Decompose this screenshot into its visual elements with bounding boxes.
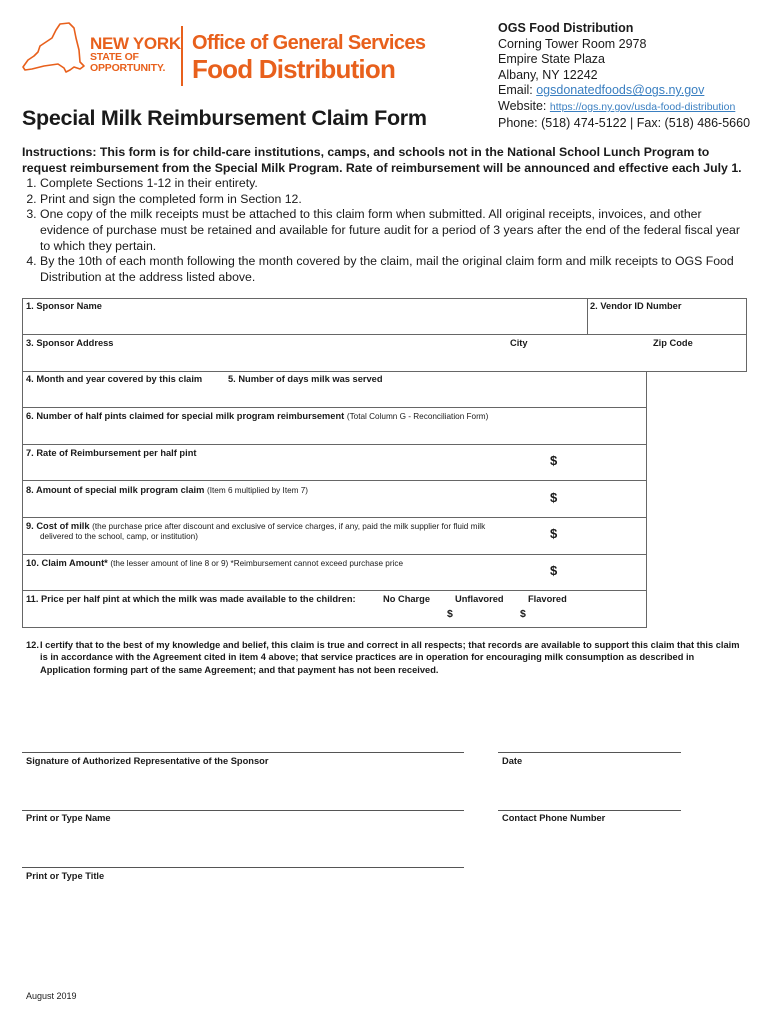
- contact-phone-label: Contact Phone Number: [502, 813, 606, 823]
- ny-line2: STATE OF: [90, 51, 139, 63]
- email-row: [498, 83, 750, 99]
- office-name: Office of General Services: [192, 32, 426, 54]
- contact-name: OGS Food Distribution: [498, 21, 634, 35]
- website-row: [498, 99, 750, 116]
- field-vendor-id[interactable]: 2. Vendor ID Number: [590, 301, 682, 311]
- instruction-step: 1. Complete Sections 1-12 in their entirety.: [40, 176, 752, 192]
- field-sponsor-name[interactable]: 1. Sponsor Name: [26, 301, 102, 311]
- f9-label: 9. Cost of milk: [26, 521, 90, 531]
- signature-label: Signature of Authorized Representative of the Sponsor: [26, 756, 269, 766]
- instruction-step: 4. By the 10th of each month following the month covered by the claim, mail the original claim form and milk receipts to OGS Food Distribution at the address listed above.: [40, 254, 752, 285]
- contact-block: [498, 21, 750, 131]
- grid-line: [22, 554, 647, 555]
- f9-note-a: (the purchase price after discount and exclusive of service charges, if any, paid the milk supplier for fluid milk: [92, 522, 486, 531]
- contact-line3: Albany, NY 12242: [498, 67, 598, 82]
- instruction-step: 3. One copy of the milk receipts must be attached to this claim form when submitted. All original receipts, invoices, and other evidence of purchase must be retained and available for future audit for a period of 3 years after the end of the federal fiscal year to which they pertain.: [40, 207, 752, 254]
- print-name-label: Print or Type Name: [26, 813, 111, 823]
- instructions: [22, 145, 752, 285]
- grid-line: [22, 590, 647, 591]
- dollar-sign: $: [550, 490, 558, 505]
- ogs-logo: [22, 22, 442, 92]
- contact-line1: Corning Tower Room 2978: [498, 36, 647, 51]
- dollar-sign: $: [520, 608, 526, 620]
- instructions-lead: Instructions: This form is for child-care institutions, camps, and schools not in the National School Lunch Program to request reimbursement from the Special Milk Program. Rate of reimbursement will be announced and effective each July 1.: [22, 145, 742, 175]
- option-unflavored[interactable]: Unflavored: [455, 594, 504, 604]
- field-claim-amount[interactable]: [26, 558, 403, 568]
- field-days-served[interactable]: 5. Number of days milk was served: [228, 374, 383, 384]
- email-label: Email:: [498, 83, 533, 98]
- dollar-sign: $: [447, 608, 453, 620]
- footer-date: August 2019: [26, 991, 77, 1001]
- f10-note: (the lesser amount of line 8 or 9) *Reimbursement cannot exceed purchase price: [110, 559, 404, 568]
- ny-state-wordmark: [90, 35, 181, 73]
- grid-line: [22, 444, 647, 445]
- print-name-line[interactable]: [22, 810, 464, 811]
- dollar-sign: $: [550, 453, 558, 468]
- grid-line: [22, 298, 747, 299]
- grid-line: [22, 334, 747, 335]
- field-cost-of-milk[interactable]: [26, 521, 485, 531]
- field-zip-code[interactable]: Zip Code: [653, 338, 693, 348]
- field-half-pints-claimed[interactable]: [26, 411, 488, 421]
- field-price-per-half-pint: 11. Price per half pint at which the milk was made available to the children:: [26, 594, 356, 604]
- logo-divider: [181, 26, 183, 86]
- f9-note-b: delivered to the school, camp, or institution): [40, 532, 198, 541]
- instructions-list: [22, 176, 752, 285]
- option-no-charge[interactable]: No Charge: [383, 594, 431, 604]
- field-city[interactable]: City: [510, 338, 528, 348]
- grid-line: [22, 480, 647, 481]
- website-label: Website:: [498, 98, 547, 113]
- grid-line: [22, 517, 647, 518]
- field-month-year[interactable]: 4. Month and year covered by this claim: [26, 374, 203, 384]
- dollar-sign: $: [550, 526, 558, 541]
- print-title-line[interactable]: [22, 867, 464, 868]
- field-program-claim[interactable]: [26, 485, 308, 495]
- grid-line: [22, 371, 747, 372]
- cert-number: 12.: [26, 640, 39, 650]
- option-flavored[interactable]: Flavored: [528, 594, 567, 604]
- division-name: Food Distribution: [192, 54, 396, 84]
- dollar-sign: $: [550, 563, 558, 578]
- grid-line: [22, 627, 647, 628]
- contact-line2: Empire State Plaza: [498, 52, 605, 67]
- f10-label: 10. Claim Amount*: [26, 558, 108, 568]
- website-link[interactable]: https://ogs.ny.gov/usda-food-distribution: [549, 100, 736, 113]
- grid-line: [746, 298, 747, 372]
- date-line[interactable]: [498, 752, 681, 753]
- grid-line: [22, 298, 23, 628]
- grid-line: [587, 298, 588, 334]
- field-sponsor-address[interactable]: 3. Sponsor Address: [26, 338, 114, 348]
- field-rate-reimbursement[interactable]: 7. Rate of Reimbursement per half pint: [26, 448, 197, 458]
- ny-line1: NEW YORK: [90, 34, 181, 53]
- contact-phone-line[interactable]: [498, 810, 681, 811]
- ny-line3: OPPORTUNITY.: [90, 61, 166, 74]
- f6-label: 6. Number of half pints claimed for special milk program reimbursement: [26, 411, 345, 421]
- new-york-state-map-icon: [22, 22, 88, 84]
- signature-line[interactable]: [22, 752, 464, 753]
- date-label: Date: [502, 756, 523, 766]
- form-title: Special Milk Reimbursement Claim Form: [22, 106, 427, 130]
- f8-label: 8. Amount of special milk program claim: [26, 485, 205, 495]
- certification-statement: [26, 639, 745, 676]
- email-link[interactable]: ogsdonatedfoods@ogs.ny.gov: [536, 83, 705, 98]
- grid-line: [22, 407, 647, 408]
- print-title-label: Print or Type Title: [26, 871, 105, 881]
- f6-note: (Total Column G - Reconciliation Form): [346, 412, 489, 421]
- phone-fax: Phone: (518) 474-5122 | Fax: (518) 486-5660: [498, 115, 751, 130]
- f8-note: (Item 6 multiplied by Item 7): [207, 486, 309, 495]
- instruction-step: 2. Print and sign the completed form in Section 12.: [40, 192, 752, 208]
- cert-text: I certify that to the best of my knowledge and belief, this claim is true and correct in all respects; that records are available to support this claim that this claim is in accordance with the Agreement cited in item 4 above; that service practices are in operation for encouraging milk consumption as described in Application forming part of the same Agreement; and that payment has not been received.: [40, 640, 740, 675]
